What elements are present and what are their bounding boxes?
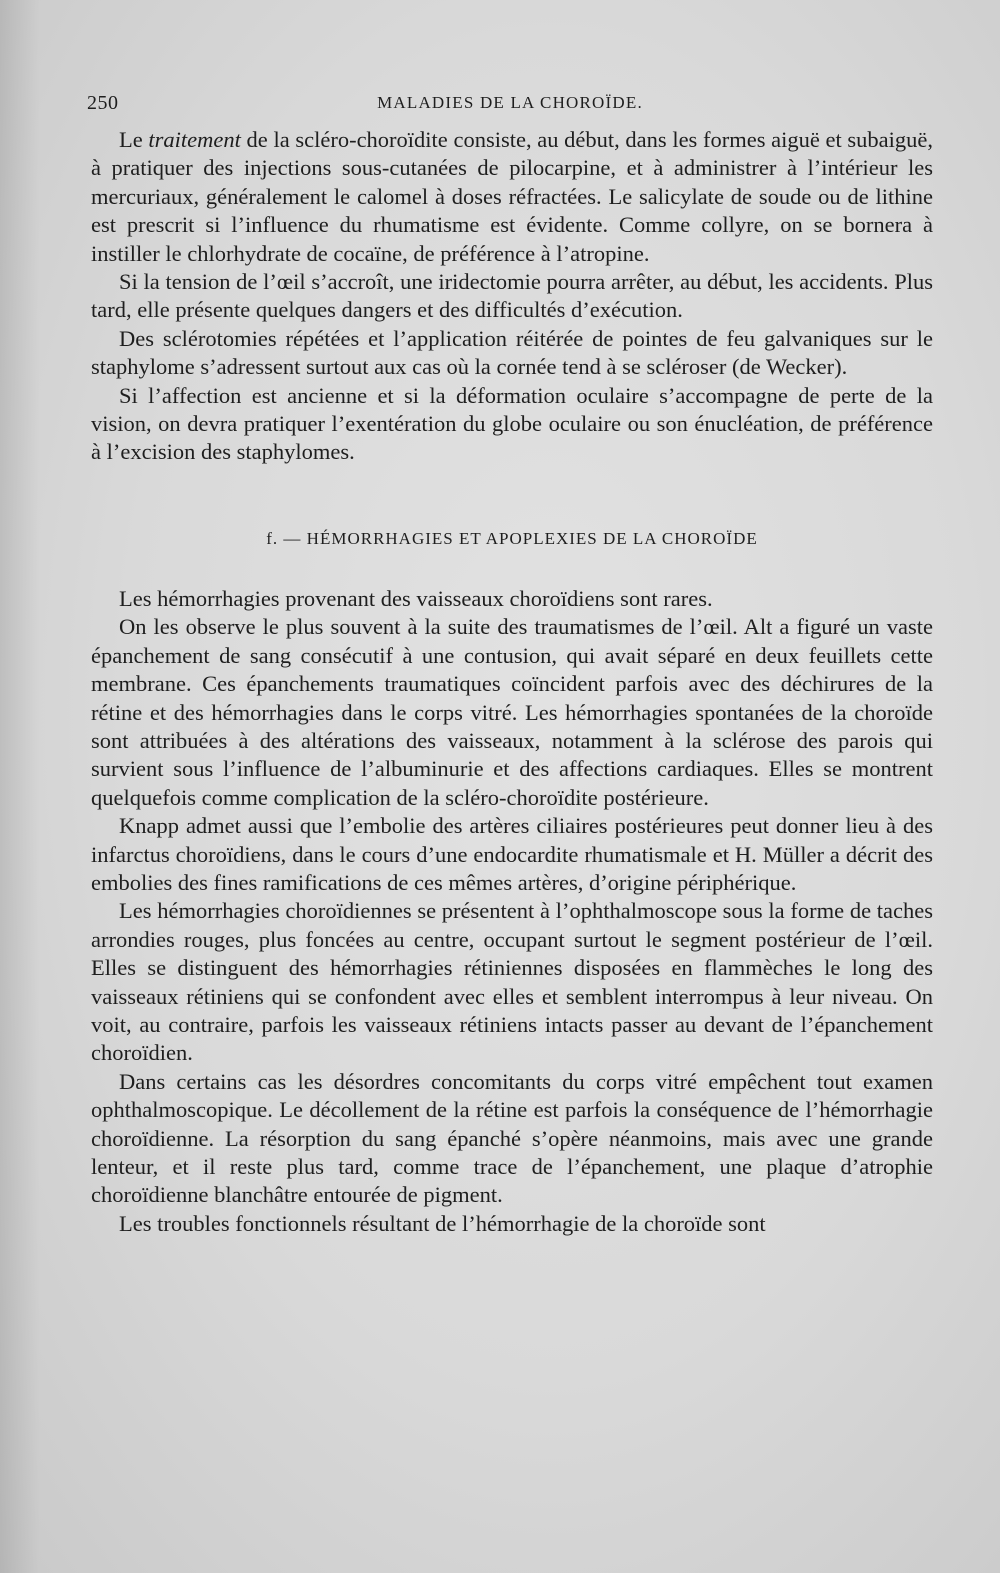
section-title: HÉMORRHAGIES ET APOPLEXIES DE LA CHOROÏDE <box>306 528 758 548</box>
paragraph-iridectomy: Si la tension de l’œil s’accroît, une iridectomie pourra arrêter, au début, les accidents. Plus tard, elle présente quelques dangers et des difficultés d’exécution. <box>91 269 933 323</box>
page-body <box>91 126 933 1238</box>
paragraph-text: de la scléro-choroïdite consiste, au début, dans les formes aiguë et subaiguë, à pratiquer des injections sous-cutanées de pilocarpine, et à administrer à l’intérieur les mercuriaux, généralement le calomel à doses réfractées. Le salicylate de soude ou de lithine est prescrit si l’influence du rhumatisme est évidente. Comme collyre, on se bornera à instiller le chlorhydrate de cocaïne, de préférence à l’atropine. <box>91 127 934 266</box>
paragraph-functional: Les troubles fonctionnels résultant de l’hémorrhagie de la choroïde sont <box>119 1210 766 1236</box>
paragraph-sclerotomy: Des sclérotomies répétées et l’application réitérée de pointes de feu galvaniques sur le staphylome s’adressent surtout aux cas où la cornée tend à se scléroser (de Wecker). <box>91 325 933 380</box>
page-header <box>87 92 933 122</box>
running-title: MALADIES DE LA CHOROÏDE. <box>377 93 643 112</box>
section-heading <box>91 527 933 551</box>
paragraph-traumatic: On les observe le plus souvent à la suite des traumatismes de l’œil. Alt a figuré un vaste épanchement de sang consécutif à une contusion, qui avait séparé en deux feuillets cette membrane. Ces épanchements traumatiques coïncident parfois avec des déchirures de la rétine et des hémorrhagies dans le corps vitré. Les hémorrhagies spontanées de la choroïde sont attribuées à des altérations des vaisseaux, notamment à la sclérose des parois qui survient sous l’influence de l’albuminurie et des affections cardiaques. Elles se montrent quelquefois comme complication de la scléro-choroïdite postérieure. <box>91 614 933 810</box>
paragraph-rare: Les hémorrhagies provenant des vaisseaux choroïdiens sont rares. <box>119 585 713 611</box>
paragraph-vitreous: Dans certains cas les désordres concomitants du corps vitré empêchent tout examen ophthalmoscopique. Le décollement de la rétine est parfois la conséquence de l’hémorrhagie choroïdienne. La résorption du sang épanché s’opère néanmoins, mais avec une grande lenteur, et il reste plus tard, comme trace de l’épanchement, une plaque d’atrophie choroïdienne blanchâtre entourée de pigment. <box>91 1068 933 1208</box>
paragraph-ophthalmoscope: Les hémorrhagies choroïdiennes se présentent à l’ophthalmoscope sous la forme de taches arrondies rouges, plus foncées au centre, occupant surtout le segment postérieur de l’œil. Elles se distinguent des hémorrhagies rétiniennes disposées en flammèches le long des vaisseaux rétiniens qui se confondent avec elles et semblent interrompus à leur niveau. On voit, au contraire, parfois les vaisseaux rétiniens intacts passer au devant de l’épanchement choroïdien. <box>91 898 933 1066</box>
page-number: 250 <box>87 92 119 114</box>
paragraph-lead: Le <box>119 127 149 152</box>
paragraph-enucleation: Si l’affection est ancienne et si la déformation oculaire s’accompagne de perte de la vision, on devra pratiquer l’exentération du globe oculaire ou son énucléation, de préférence à l’excision des staphylomes. <box>91 382 933 465</box>
paragraph-treatment <box>91 126 933 268</box>
emphasis-traitement: traitement <box>148 127 241 152</box>
paragraph-embolism: Knapp admet aussi que l’embolie des artères ciliaires postérieures peut donner lieu à des infarctus choroïdiens, dans le cours d’une endocardite rhumatismale et H. Müller a décrit des embolies des fines ramifications de ces mêmes artères, d’origine périphérique. <box>91 813 933 895</box>
section-mark: f. — <box>266 528 302 548</box>
